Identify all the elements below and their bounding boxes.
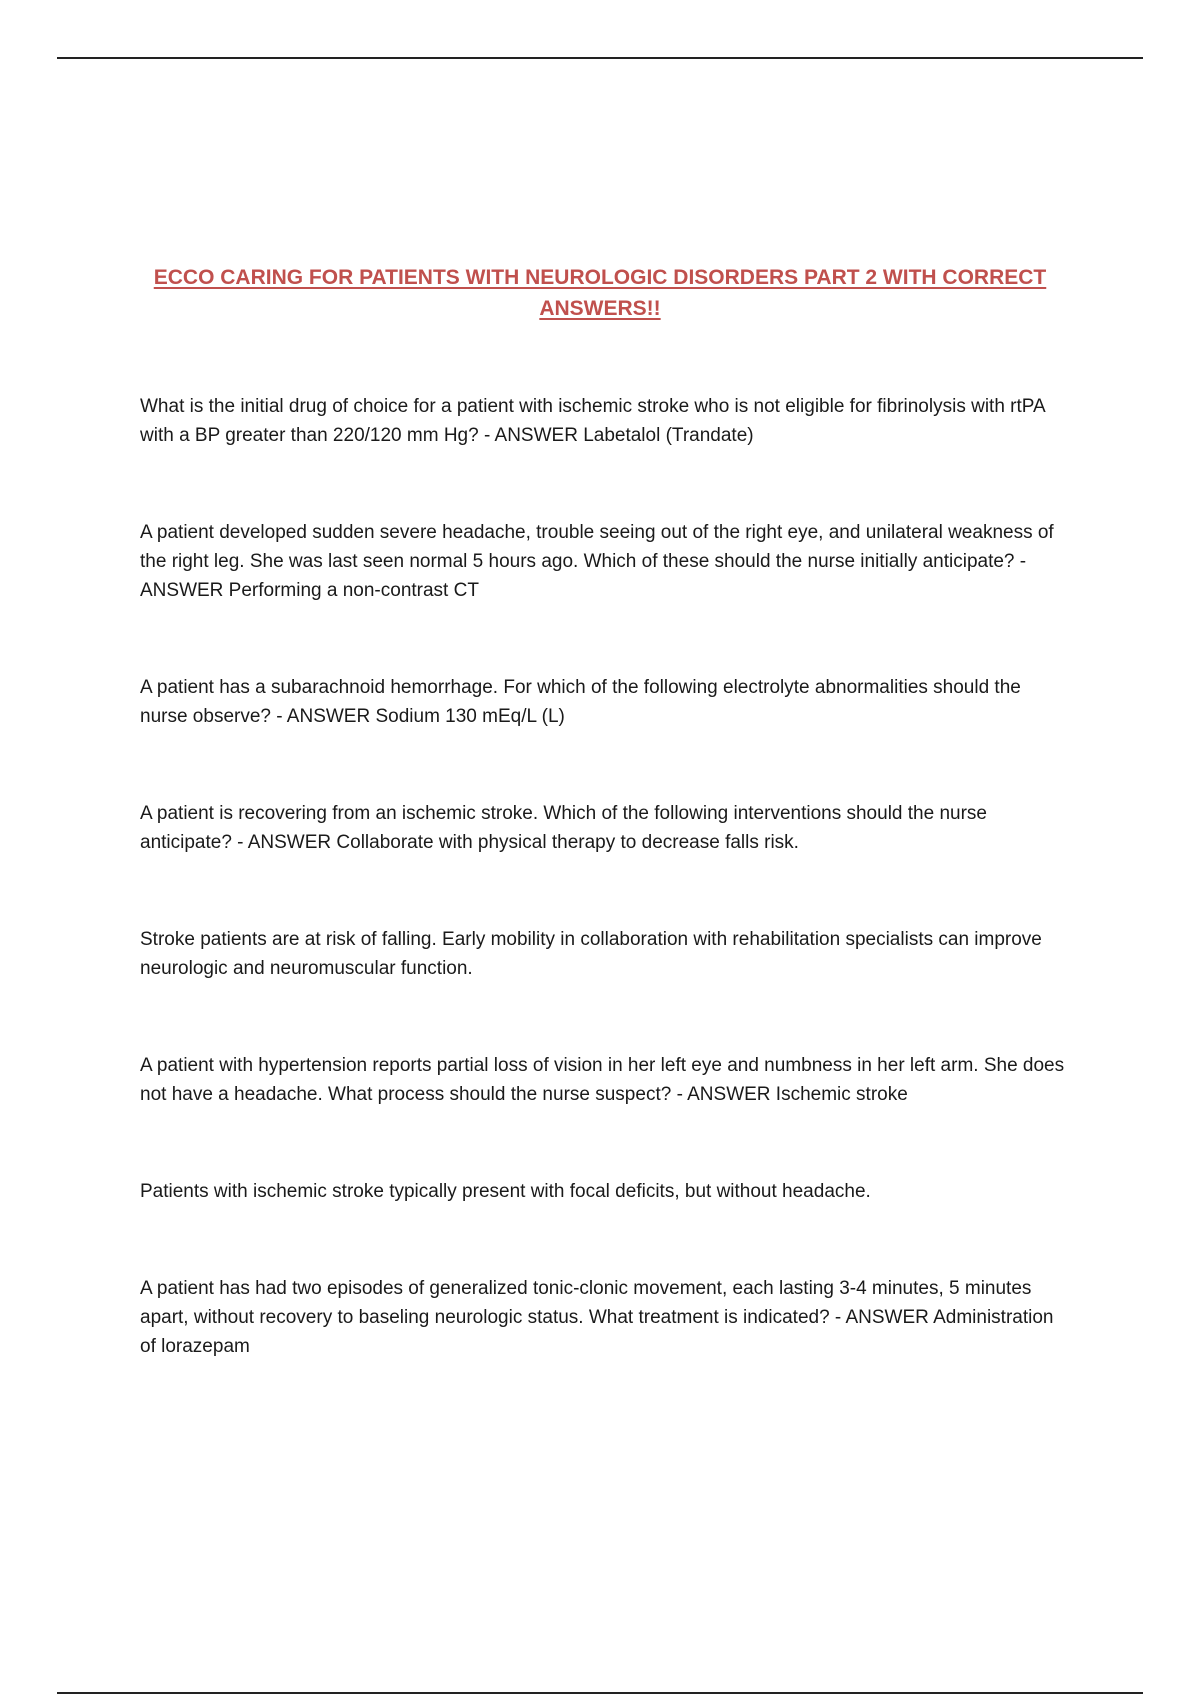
qa-paragraph-3: A patient has a subarachnoid hemorrhage. For which of the following electrolyte abnormalities should the nurse observe? - ANSWER Sodium 130 mEq/L (L) [140,677,1021,727]
top-rule [57,57,1143,59]
qa-paragraph-4: A patient is recovering from an ischemic stroke. Which of the following interventions should the nurse anticipate? - ANSWER Collaborate with physical therapy to decrease falls risk. [140,803,987,853]
explanation-paragraph-2: Patients with ischemic stroke typically present with focal deficits, but without headache. [140,1181,871,1202]
qa-paragraph-1: What is the initial drug of choice for a patient with ischemic stroke who is not eligible for fibrinolysis with rtPA with a BP greater than 220/120 mm Hg? - ANSWER Labetalol (Trandate) [140,396,1045,446]
qa-paragraph-5: A patient with hypertension reports partial loss of vision in her left eye and numbness in her left arm. She does not have a headache. What process should the nurse suspect? - ANSWER Ischemic stroke [140,1055,1065,1105]
qa-paragraph-6: A patient has had two episodes of generalized tonic-clonic movement, each lasting 3-4 minutes, 5 minutes apart, without recovery to baseling neurologic status. What treatment is indicated? - ANSWER Administration of lorazepam [140,1278,1054,1357]
bottom-rule [57,1692,1143,1694]
qa-paragraph-2: A patient developed sudden severe headache, trouble seeing out of the right eye, and unilateral weakness of the right leg. She was last seen normal 5 hours ago. Which of these should the nurse initially anticipate? - ANSWER Performing a non-contrast CT [140,522,1054,601]
explanation-paragraph-1: Stroke patients are at risk of falling. Early mobility in collaboration with rehabilitation specialists can improve neurologic and neuromuscular function. [140,929,1042,979]
document-title: ECCO CARING FOR PATIENTS WITH NEUROLOGIC DISORDERS PART 2 WITH CORRECT ANSWERS!! [153,266,1047,320]
document-body [140,392,1070,1361]
